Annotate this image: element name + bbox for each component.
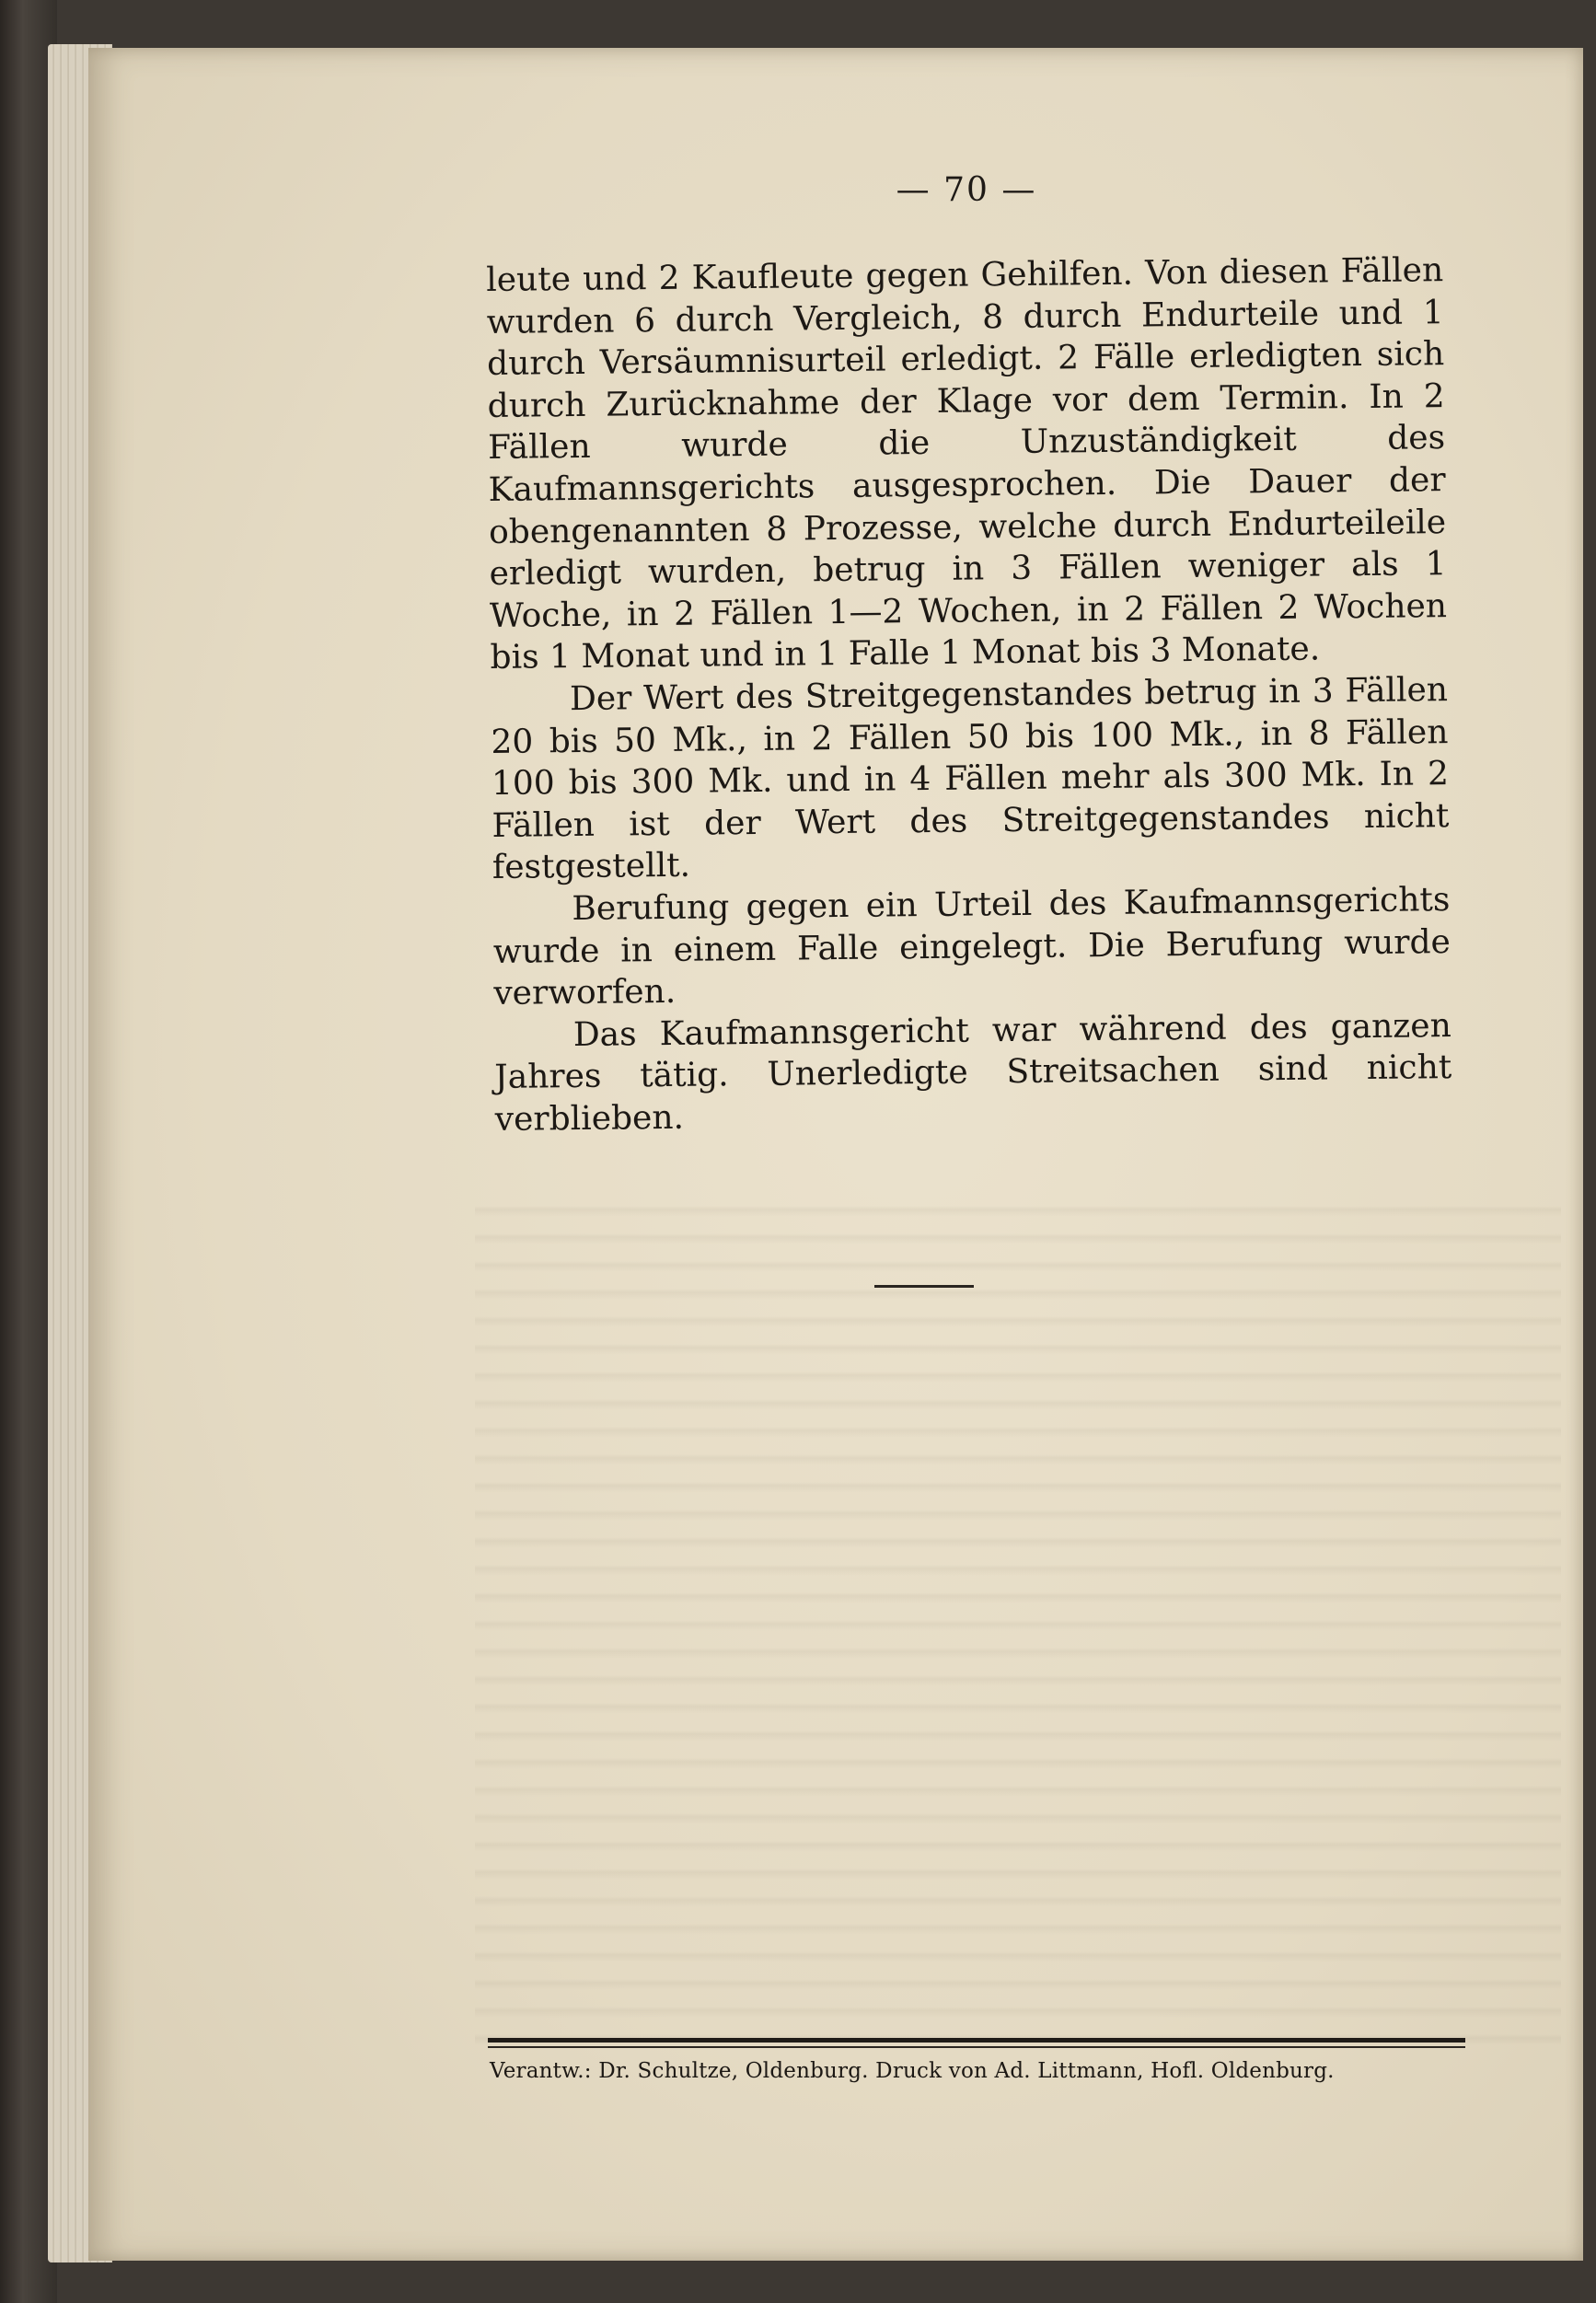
paragraph-2: Der Wert des Streitgegenstandes betrug in 3 Fällen 20 bis 50 Mk., in 2 Fällen 50 bis 100 Mk., in 8 Fällen 100 bis 300 Mk. und in 4 Fällen mehr als 300 Mk. In 2 Fällen ist der Wert des Streitgegenstandes nicht festgestellt.	[491, 671, 1450, 887]
page-number: — 70 —	[896, 171, 1037, 209]
footer-rule-thin	[488, 2046, 1465, 2048]
imprint-line: Verantw.: Dr. Schultze, Oldenburg. Druck von Ad. Littmann, Hofl. Oldenburg.	[490, 2059, 1335, 2083]
bleed-through	[475, 1189, 1561, 2045]
paragraph-3: Berufung gegen ein Urteil des Kaufmannsgerichts wurde in einem Falle eingelegt. Die Berufung wurde verworfen.	[492, 880, 1451, 1013]
body-text	[486, 249, 1452, 1140]
paragraph-4: Das Kaufmannsgericht war während des ganzen Jahres tätig. Unerledigte Streitsachen sind nicht verblieben.	[494, 1006, 1452, 1139]
section-divider	[874, 1285, 974, 1288]
footer-rule	[488, 2038, 1465, 2043]
paragraph-1: leute und 2 Kaufleute gegen Gehilfen. Von diesen Fällen wurden 6 durch Vergleich, 8 durch Endurteile und 1 durch Versäumnisurteil erledigt. 2 Fälle erledigten sich durch Zurücknahme der Klage vor dem Termin. In 2 Fällen wurde die Unzuständigkeit des Kaufmannsgerichts ausgesprochen. Die Dauer der obengenannten 8 Prozesse, welche durch Endurteileile erledigt wurden, betrug in 3 Fällen weniger als 1 Woche, in 2 Fällen 1—2 Wochen, in 2 Fällen 2 Wochen bis 1 Monat und in 1 Falle 1 Monat bis 3 Monate.	[486, 251, 1448, 677]
